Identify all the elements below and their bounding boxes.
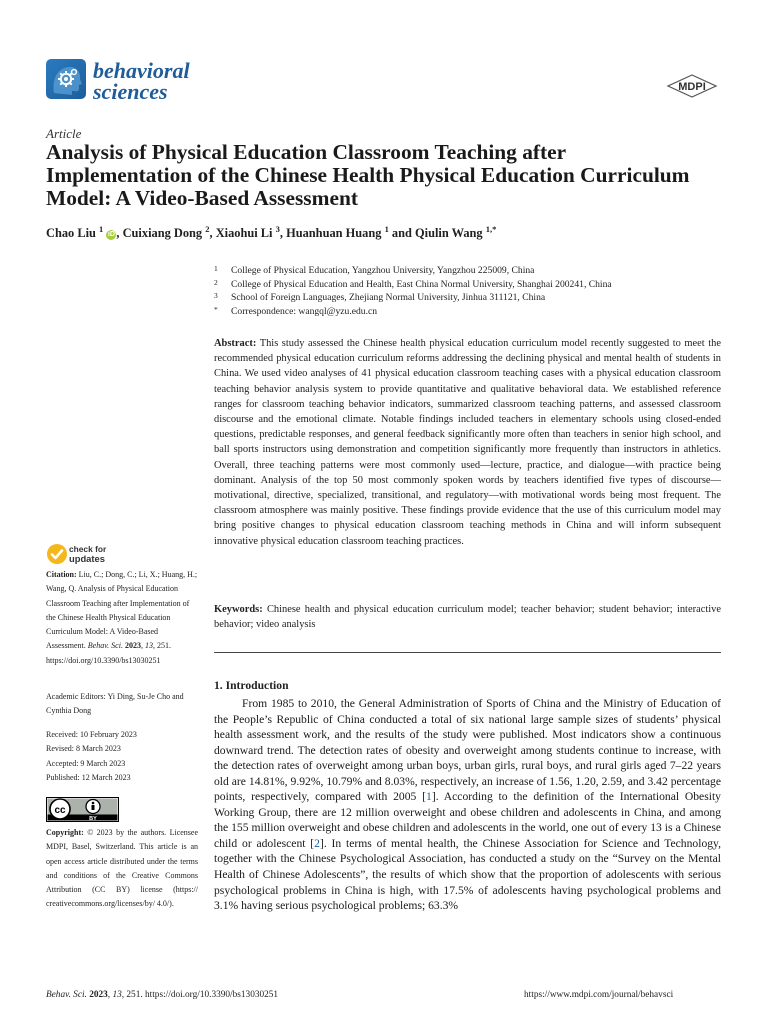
section-heading: 1. Introduction <box>214 679 289 692</box>
author-separator: , <box>209 226 216 241</box>
footer-volume: 13 <box>112 990 122 1000</box>
author-separator: and <box>388 226 415 241</box>
footer-journal-url[interactable]: https://www.mdpi.com/journal/behavsci <box>524 990 674 1000</box>
check-line2: updates <box>69 553 105 564</box>
citation-volume: 13 <box>144 641 153 651</box>
affiliation-number: 3 <box>214 291 218 300</box>
author-separator: , <box>116 226 123 241</box>
body-text-1: From 1985 to 2010, the General Administration of Sports of China and the Ministry of Education of the People’s Republic of China conducted a total of six national large sample sizes of students’ physical health assessment work, and the results of the study were published. Most indicators show a continuous downward trend. The detection rates of obesity and overweight among students continue to increase, with the detection rates of overweight among urban boys, urban girls, rural boys, and rural girls aged 7–22 years old are 14.81%, 9.92%, 10.79% and 8.03%, respectively, an increase of 1.56, 1.20, 2.59, and 3.42 percentage points, respectively, compared with 2005 [ <box>214 697 721 804</box>
affiliation-item <box>214 291 612 305</box>
citation-pages: , 251. https://doi.org/10.3390/bs13030251 <box>46 641 171 665</box>
author-separator: , <box>279 226 287 241</box>
article-type: Article <box>46 126 82 141</box>
author-name[interactable]: Cuixiang Dong <box>122 226 206 241</box>
author-name[interactable]: Qiulin Wang <box>415 226 486 241</box>
revised-date: Revised: 8 March 2023 <box>46 744 121 754</box>
reference-link-1[interactable]: 1 <box>426 790 432 804</box>
svg-text:cc: cc <box>54 805 66 816</box>
author-list <box>46 224 496 241</box>
affiliation-item <box>214 278 612 292</box>
copyright-block <box>46 826 198 912</box>
mdpi-logo[interactable] <box>666 74 718 98</box>
affiliation-number: * <box>214 304 218 314</box>
journal-name-line1: behavioral <box>93 58 190 83</box>
check-for-updates-icon[interactable] <box>46 543 68 565</box>
author-affiliation-sup: 1,* <box>485 224 497 234</box>
body-text-3: ]. In terms of mental health, the Chinese Association for Science and Technology, together with the Chinese Psychological Association, has conducted a study on the “Survey on the Mental Health of Chinese Adolescents”, the results of which show that the proportion of adolescents with serious psychological problems in China is high, with 17.5% of adolescents having psychological problems and 3.1% having serious psychological problems; 63.3% <box>214 836 722 913</box>
affiliation-item <box>214 305 612 319</box>
keywords-label: Keywords: <box>214 604 263 615</box>
cc-by-license-icon[interactable] <box>46 797 119 822</box>
body-paragraph <box>214 696 721 914</box>
affiliation-item <box>214 264 612 278</box>
orcid-icon[interactable]: iD <box>107 231 115 239</box>
copyright-label: Copyright: <box>46 828 84 837</box>
citation-block: Citation: Liu, C.; Dong, C.; Li, X.; Huang, H.; Wang, Q. Analysis of Physical Education Classroom Teaching after Implementation of the Chinese Health Physical Education Curriculum Model: A Video-Based Assessment. Behav. Sci. 2023, 13, 251. https://doi.org/10.3390/bs13030251 <box>46 570 198 665</box>
citation-label: Citation: <box>46 570 77 579</box>
mdpi-logo-icon <box>666 74 718 98</box>
affiliation-text: College of Physical Education and Health, East China Normal University, Shanghai 200241, China <box>231 278 612 290</box>
affiliation-number: 2 <box>214 277 218 287</box>
reference-link-2[interactable]: 2 <box>314 836 320 850</box>
academic-editors: Academic Editors: Yi Ding, Su-Je Cho and Cynthia Dong <box>46 692 184 716</box>
mdpi-logo-text: MDPI <box>678 81 706 93</box>
check-for-updates-label[interactable] <box>69 545 106 563</box>
history-dates <box>46 728 198 785</box>
footer-year: 2023 <box>89 990 108 1000</box>
page-title: Analysis of Physical Education Classroom Teaching after Implementation of the Chinese Health Physical Education Curriculum Model: A Video-Based Assessment <box>46 140 690 210</box>
section-divider <box>214 652 721 653</box>
affiliation-number: 1 <box>214 264 218 273</box>
affiliation-text: College of Physical Education, Yangzhou University, Yangzhou 225009, China <box>231 265 535 276</box>
copyright-text: © 2023 by the authors. Licensee MDPI, Basel, Switzerland. This article is an open access article distributed under the terms and conditions of the Creative Commons Attribution (CC BY) license (https:// creativecommons.org/licenses/by/ 4.0/). <box>46 828 199 909</box>
affiliation-text: Correspondence: wangql@yzu.edu.cn <box>231 305 378 317</box>
author-affiliation-sup: 2 <box>205 224 210 234</box>
abstract <box>214 336 721 549</box>
journal-name-line2: sciences <box>93 79 168 104</box>
affiliation-text: School of Foreign Languages, Zhejiang Normal University, Jinhua 311121, China <box>231 292 546 303</box>
author-name[interactable]: Chao Liu <box>46 226 100 241</box>
citation-year: 2023 <box>124 641 141 651</box>
keywords <box>214 602 721 632</box>
published-date: Published: 12 March 2023 <box>46 772 131 782</box>
keywords-text: Chinese health and physical education curriculum model; teacher behavior; student behavior; interactive behavior; video analysis <box>214 604 721 631</box>
abstract-text: This study assessed the Chinese health physical education curriculum model recently suggested to meet the recommended physical education curriculum reforms addressing the declining physical and mental health of students in China. We used video analyses of 41 physical education classroom teaching cases with a physical education classroom teaching behavior analysis system to provide quantitative and qualitative behavioral data. We established reference ranges for classroom teaching behavior indicators, summarized classroom teaching patterns, and assessed classroom discourse and the emotional climate. Notable findings included teachers in elementary schools using closed-ended questions, predictable responses, and general feedback significantly more often than teachers in senior high school, and ball sports instructors using demonstration and competition significantly more frequently than instructors in athletics. Overall, three teaching patterns were most commonly used—lecture, practice, and dialogue—with practice being dominant. Analysis of the top 50 most commonly spoken words by teachers identified five types of discourse—motivational, directive, specialized, transitional, and regulatory—with motivational words being most frequent. The classroom atmosphere was mainly positive. These findings provide evidence that the use of this curriculum model may bring positive changes to physical education classroom teaching methods in China and will inform subsequent innovative physical education classroom teaching practices. <box>214 338 722 547</box>
check-line1: check for <box>69 544 107 554</box>
author-affiliation-sup: 1 <box>99 224 104 234</box>
author-name[interactable]: Xiaohui Li <box>215 226 276 241</box>
received-date: Received: 10 February 2023 <box>46 730 137 739</box>
affiliation-list <box>214 264 612 318</box>
citation-text: Liu, C.; Dong, C.; Li, X.; Huang, H.; Wang, Q. Analysis of Physical Education Classroom Teaching after Implementation of the Chinese Health Physical Education Curriculum Model: A Video-Based Assessment. <box>46 570 198 651</box>
accepted-date: Accepted: 9 March 2023 <box>46 758 126 768</box>
journal-logo-icon <box>46 59 86 99</box>
author-affiliation-sup: 3 <box>275 224 280 234</box>
footer-journal: Behav. Sci. <box>46 990 87 1000</box>
cc-by-label: BY <box>89 816 97 822</box>
footer-citation: Behav. Sci. 2023, 13, 251. https://doi.org/10.3390/bs13030251 <box>46 990 279 1000</box>
author-name[interactable]: Huanhuan Huang <box>286 226 385 241</box>
footer-rest: , 251. https://doi.org/10.3390/bs13030251 <box>121 990 279 1000</box>
citation-journal: Behav. Sci. <box>87 641 123 651</box>
author-affiliation-sup: 1 <box>384 224 389 234</box>
body-text-2: ]. According to the definition of the International Obesity Working Group, there are 12 million overweight and obese children and adolescents in China, and among the 155 million overweight and obese children and adolescents in the world, one out of every 13 is a Chinese child or adolescent [ <box>214 790 721 850</box>
journal-name <box>93 60 190 102</box>
abstract-label: Abstract: <box>214 338 257 349</box>
